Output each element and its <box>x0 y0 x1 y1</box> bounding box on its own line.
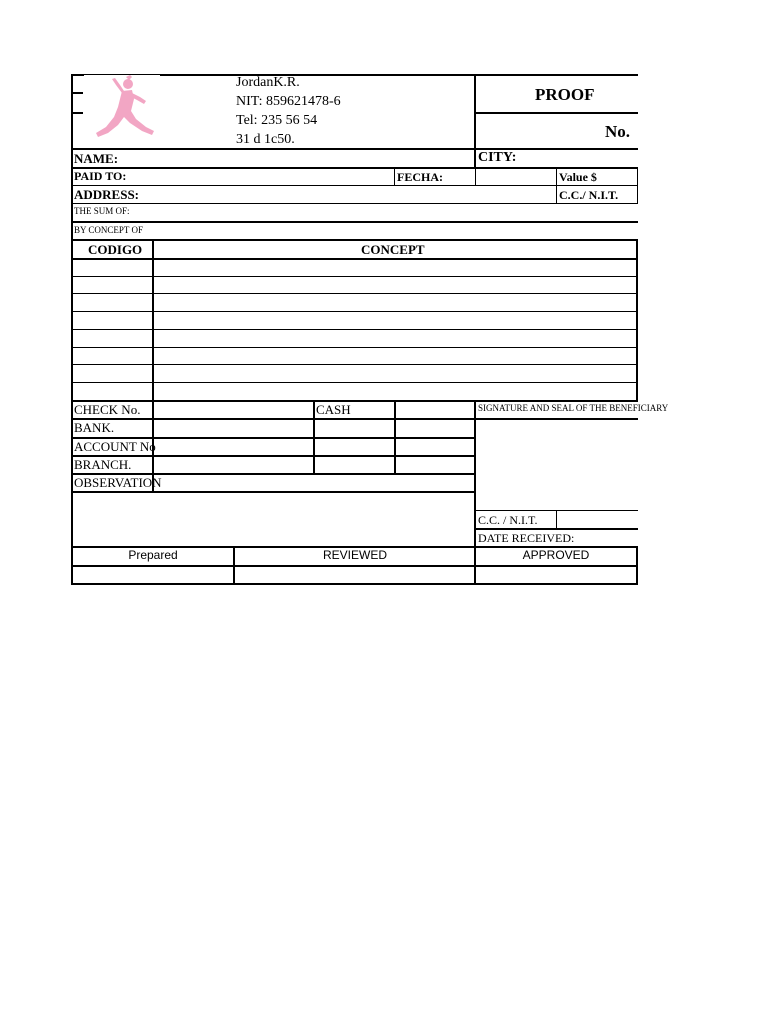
check-no-label: CHECK No. <box>74 402 141 417</box>
bank-label: BANK. <box>74 420 115 435</box>
company-logo <box>84 75 160 147</box>
table-row <box>71 347 637 348</box>
observation-label: OBSERVATION <box>74 475 162 490</box>
fecha-label: FECHA: <box>397 170 443 184</box>
company-tel: Tel: 235 56 54 <box>236 113 318 128</box>
concept-top-border <box>71 221 638 223</box>
signature-label: SIGNATURE AND SEAL OF THE BENEFICIARY <box>478 403 669 413</box>
fields-right-border <box>637 167 638 203</box>
name-label: NAME: <box>74 151 119 166</box>
concept-header: CONCEPT <box>361 242 425 257</box>
header-divider <box>474 74 476 148</box>
payment-top-border <box>71 400 638 402</box>
company-address: 31 d 1c50. <box>236 132 295 147</box>
signature-box-top <box>474 418 638 420</box>
codigo-divider <box>152 239 154 401</box>
table-header-bottom <box>71 258 638 260</box>
date-received-top-border <box>474 528 638 530</box>
table-row <box>71 329 637 330</box>
address-label: ADDRESS: <box>74 187 140 202</box>
fields-top-border <box>71 148 638 150</box>
account-no-label: ACCOUNT No <box>74 439 156 454</box>
table-right-border <box>636 239 638 401</box>
reviewed-label: REVIEWED <box>322 548 387 562</box>
fecha-value-divider <box>475 167 476 185</box>
name-city-divider <box>474 148 476 167</box>
proof-number-label: No. <box>605 122 631 141</box>
cc-nit-value-divider <box>556 510 557 528</box>
sum-top-border <box>71 203 638 204</box>
footer-mid-border <box>71 565 638 567</box>
prepared-label: Prepared <box>128 548 178 562</box>
value-label: Value $ <box>559 170 597 184</box>
address-top-border <box>71 185 638 186</box>
branch-top-border <box>71 455 476 457</box>
bank-top-border <box>71 418 476 420</box>
proof-box-divider <box>474 112 638 114</box>
jumpman-logo-icon <box>84 75 160 147</box>
by-concept-label: BY CONCEPT OF <box>74 225 144 235</box>
cc-nit-label: C.C./ N.I.T. <box>559 188 619 202</box>
company-nit: NIT: 859621478-6 <box>236 94 341 109</box>
table-row <box>71 276 637 277</box>
table-row <box>71 364 637 365</box>
proof-title: PROOF <box>535 85 595 104</box>
table-top-border <box>71 239 638 241</box>
company-name: JordanK.R. <box>236 75 300 90</box>
paid-to-label: PAID TO: <box>74 169 127 183</box>
table-row <box>71 382 637 383</box>
table-row <box>71 293 637 294</box>
branch-label: BRANCH. <box>74 457 132 472</box>
beneficiary-cc-nit-label: C.C. / N.I.T. <box>478 513 538 527</box>
footer-bottom-border <box>71 583 638 585</box>
table-row <box>71 311 637 312</box>
observation-bottom <box>71 491 476 493</box>
approved-label: APPROVED <box>522 548 590 562</box>
cash-label: CASH <box>316 402 351 417</box>
date-received-label: DATE RECEIVED: <box>478 531 575 545</box>
paid-to-top-border <box>71 167 638 169</box>
left-tick-2 <box>71 112 83 114</box>
paid-fecha-divider <box>394 167 395 185</box>
sum-of-label: THE SUM OF: <box>74 206 130 216</box>
codigo-header: CODIGO <box>88 242 143 257</box>
left-tick-1 <box>71 92 83 94</box>
city-label: CITY: <box>478 150 517 165</box>
